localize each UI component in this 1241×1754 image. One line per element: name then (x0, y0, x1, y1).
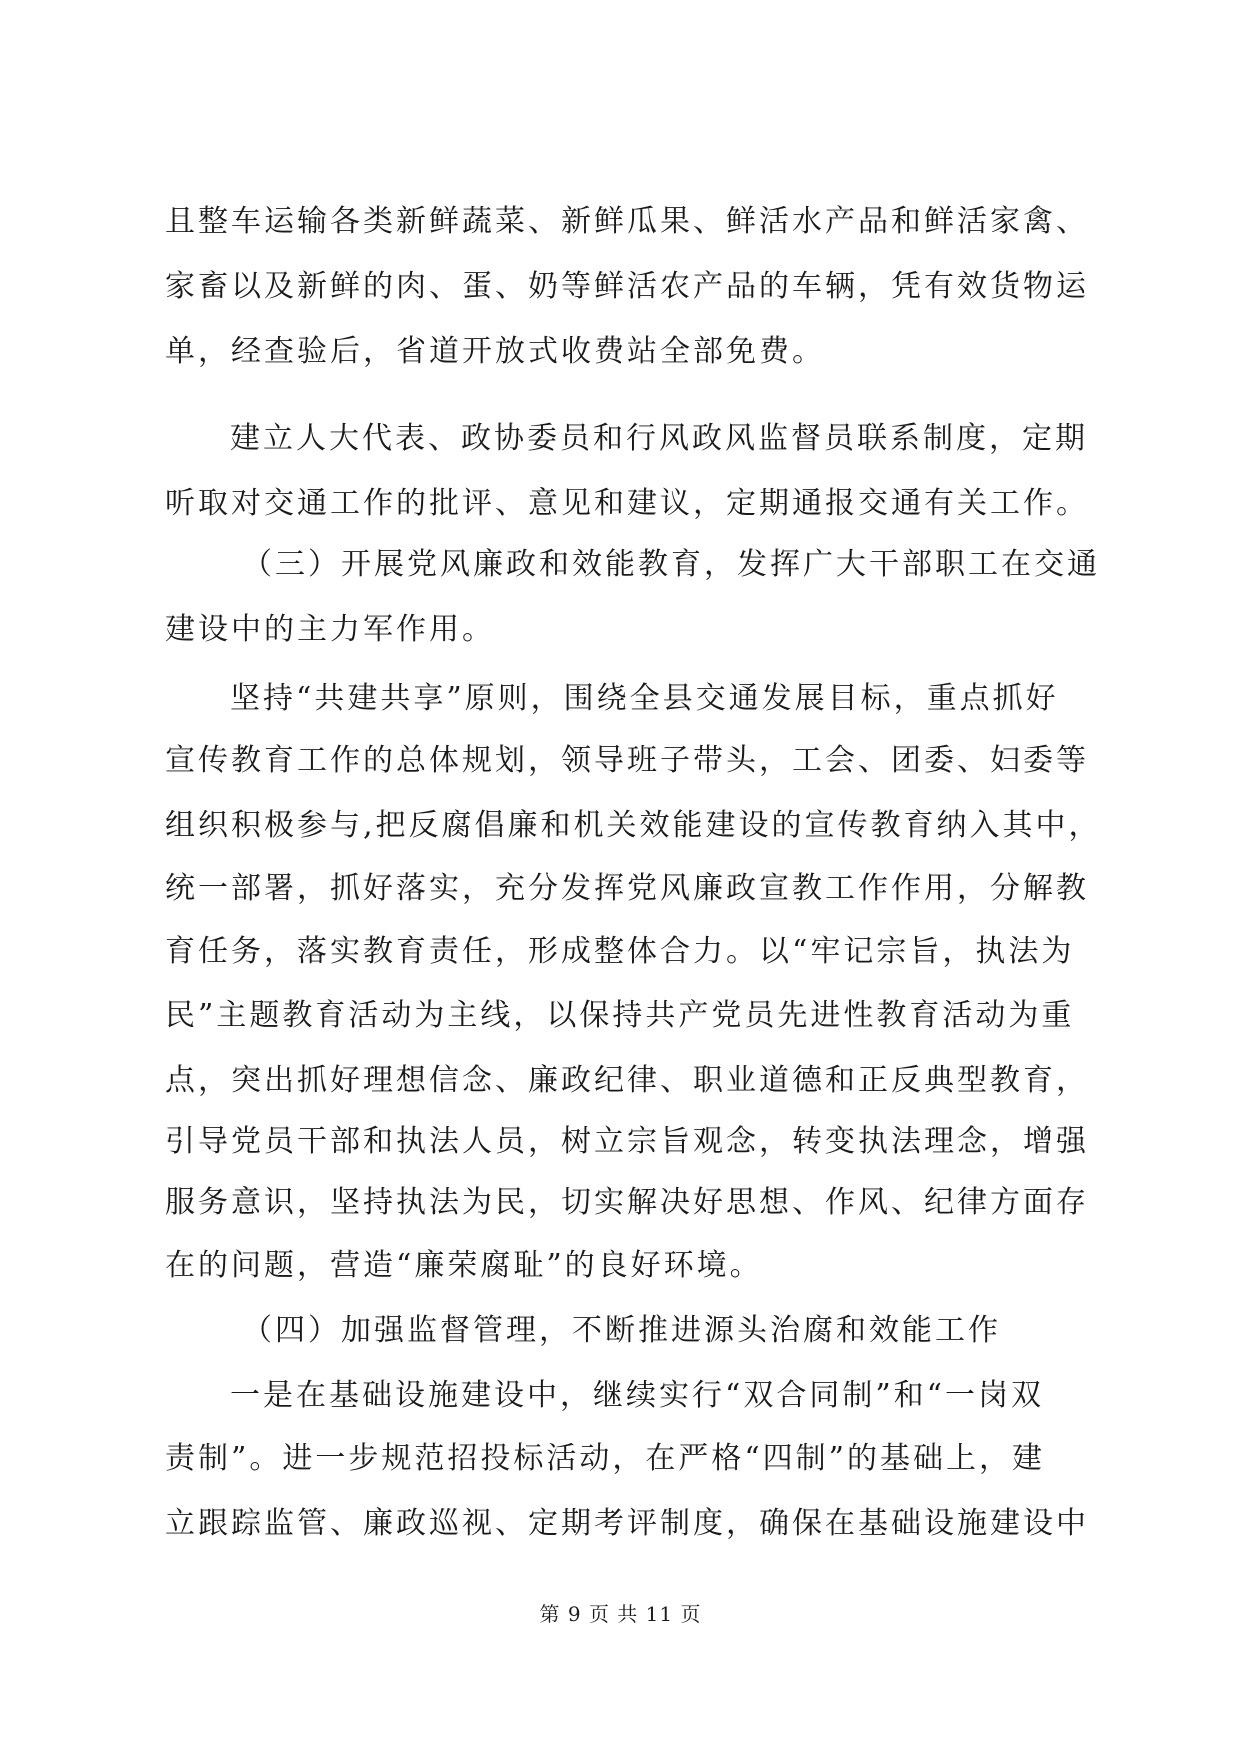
text-line: 点，突出抓好理想信念、廉政纪律、职业道德和正反典型教育， (165, 1063, 1089, 1098)
text-line: 民”主题教育活动为主线，以保持共产党员先进性教育活动为重 (165, 998, 1075, 1033)
text-line: 听取对交通工作的批评、意见和建议，定期通报交通有关工作。 (165, 486, 1089, 521)
text-line: 且整车运输各类新鲜蔬菜、新鲜瓜果、鲜活水产品和鲜活家禽、 (165, 204, 1089, 239)
text-line: 服务意识，坚持执法为民，切实解决好思想、作风、纪律方面存 (165, 1185, 1089, 1220)
text-line: 育任务，落实教育责任，形成整体合力。以“牢记宗旨，执法为 (165, 934, 1075, 969)
text-line: 宣传教育工作的总体规划，领导班子带头，工会、团委、妇委等 (165, 743, 1089, 778)
text-line: 家畜以及新鲜的肉、蛋、奶等鲜活农产品的车辆，凭有效货物运 (165, 269, 1089, 304)
text-line: 引导党员干部和执法人员，树立宗旨观念，转变执法理念，增强 (165, 1124, 1089, 1159)
text-line: 一是在基础设施建设中，继续实行“双合同制”和“一岗双 (230, 1378, 1045, 1413)
text-line: 单，经查验后，省道开放式收费站全部免费。 (165, 334, 825, 369)
text-line: 组织积极参与,把反腐倡廉和机关效能建设的宣传教育纳入其中， (165, 808, 1102, 843)
section-heading-4: （四）加强监督管理，不断推进源头治腐和效能工作 (242, 1313, 1001, 1348)
text-line: 坚持“共建共享”原则，围绕全县交通发展目标，重点抓好 (230, 681, 1059, 716)
text-line: 在的问题，营造“廉荣腐耻”的良好环境。 (165, 1248, 763, 1283)
text-line: 责制”。进一步规范招投标活动，在严格“四制”的基础上，建 (165, 1441, 1046, 1476)
text-line: 立跟踪监管、廉政巡视、定期考评制度，确保在基础设施建设中 (165, 1506, 1089, 1541)
text-line: 建设中的主力军作用。 (165, 612, 495, 647)
page-number: 第 9 页 共 11 页 (539, 1602, 702, 1626)
section-heading-3: （三）开展党风廉政和效能教育，发挥广大干部职工在交通 (242, 547, 1100, 582)
text-line: 建立人大代表、政协委员和行风政风监督员联系制度，定期 (230, 421, 1088, 456)
text-line: 统一部署，抓好落实，充分发挥党风廉政宣教工作作用，分解教 (165, 871, 1089, 906)
